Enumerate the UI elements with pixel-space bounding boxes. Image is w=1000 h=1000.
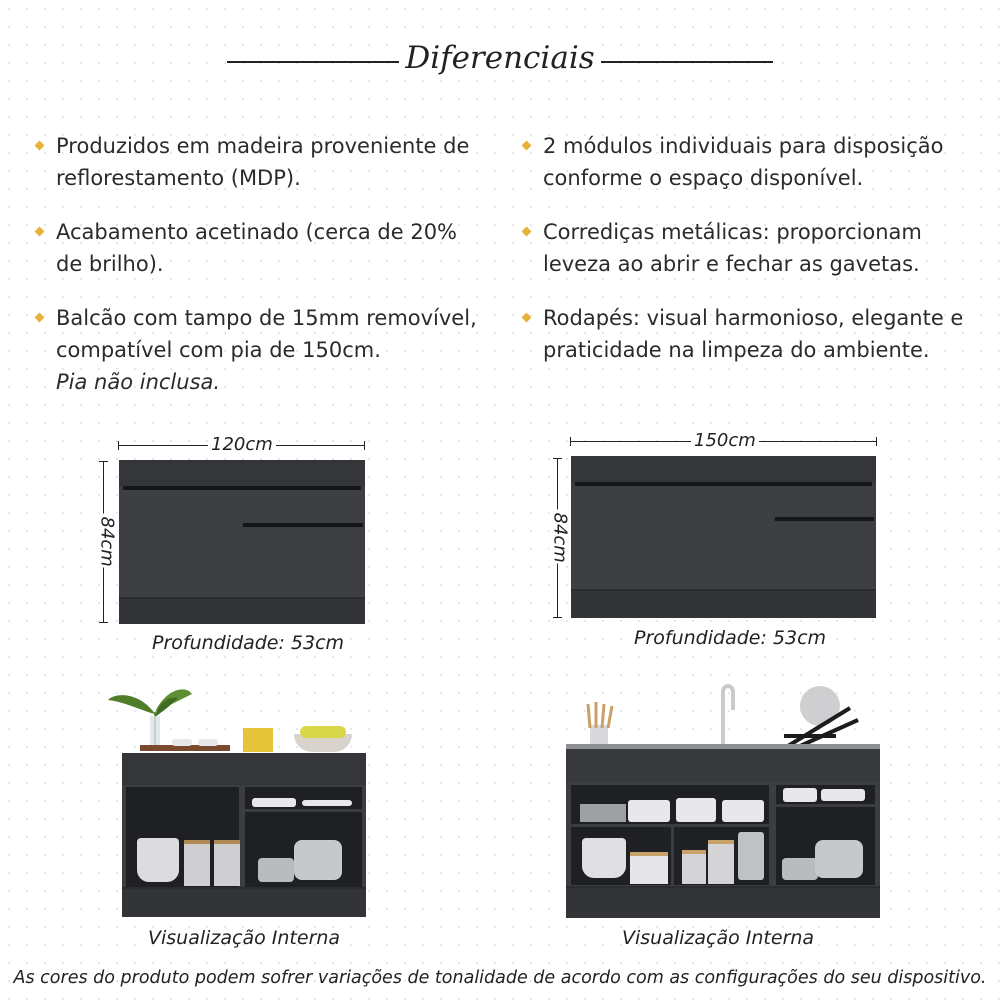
cabinet-handle xyxy=(775,517,874,521)
plinth xyxy=(566,886,880,918)
wooden-utensils-icon xyxy=(584,702,616,728)
plinth xyxy=(571,589,876,618)
feature-note: Pia não inclusa. xyxy=(56,370,221,394)
towels-icon xyxy=(252,798,296,807)
color-disclaimer: As cores do produto podem sofrer variações de tonalidade de acordo com as configurações do seu dispositivo. xyxy=(13,968,987,988)
glasses-icon xyxy=(580,804,626,822)
feature-item xyxy=(34,302,504,398)
feature-text: 2 módulos individuais para disposição xyxy=(543,134,944,158)
towels-icon xyxy=(783,788,817,802)
drawer-panel xyxy=(775,487,874,517)
cabinet-150-front xyxy=(571,456,876,618)
countertop xyxy=(566,748,880,782)
dimension-tick xyxy=(99,461,108,462)
divider xyxy=(671,827,674,885)
containers-icon xyxy=(708,840,734,884)
door-panel xyxy=(775,522,874,589)
pan-icon xyxy=(258,858,294,882)
plates-stack-icon xyxy=(722,800,764,822)
cabinet-handle xyxy=(243,523,363,527)
feature-text: Rodapés: visual harmonioso, elegante e xyxy=(543,306,964,330)
dimension-tick xyxy=(570,437,571,446)
cup-icon xyxy=(172,739,192,746)
door-panel xyxy=(673,487,773,589)
shelf xyxy=(571,824,769,827)
section-header xyxy=(0,40,1000,84)
pan-icon xyxy=(782,858,818,880)
dish-rack-icon xyxy=(780,680,864,752)
width-label: 150cm xyxy=(691,430,759,451)
feature-item xyxy=(34,216,504,280)
bowls-icon xyxy=(582,838,626,878)
depth-caption: Profundidade: 53cm xyxy=(152,632,345,654)
diamond-bullet-icon xyxy=(522,141,532,151)
cup-icon xyxy=(198,739,218,746)
feature-text: compatível com pia de 150cm. xyxy=(56,338,381,362)
countertop xyxy=(122,753,366,785)
cutlery-icon xyxy=(302,800,352,806)
countertop xyxy=(571,456,876,482)
countertop xyxy=(119,460,365,486)
cups-icon xyxy=(628,800,670,822)
cutlery-icon xyxy=(821,789,865,801)
diamond-bullet-icon xyxy=(35,141,45,151)
door-panel xyxy=(121,491,241,597)
height-label: 84cm xyxy=(97,514,118,568)
drawer-panel xyxy=(243,491,363,523)
feature-item xyxy=(521,130,991,194)
feature-text: leveza ao abrir e fechar as gavetas. xyxy=(543,252,920,276)
dimension-tick xyxy=(876,437,877,446)
feature-text: reflorestamento (MDP). xyxy=(56,166,301,190)
lemons-icon xyxy=(300,726,346,738)
feature-item xyxy=(521,216,991,280)
depth-caption: Profundidade: 53cm xyxy=(634,627,827,649)
page-title: Diferenciais xyxy=(399,40,600,76)
plinth xyxy=(122,887,366,917)
sink-top xyxy=(566,744,880,749)
cabinet-handle xyxy=(575,482,872,486)
coffee-maker-icon xyxy=(738,832,764,880)
feature-text: Acabamento acetinado (cerca de 20% xyxy=(56,220,458,244)
feature-text: de brilho). xyxy=(56,252,164,276)
diamond-bullet-icon xyxy=(35,313,45,323)
shelf xyxy=(776,804,875,807)
napkin-holder-icon xyxy=(243,728,273,752)
pot-icon xyxy=(815,840,863,878)
dimension-tick xyxy=(364,441,365,450)
containers-icon xyxy=(682,850,706,884)
interior-caption: Visualização Interna xyxy=(622,927,815,949)
interior-caption: Visualização Interna xyxy=(148,927,341,949)
pot-icon xyxy=(294,840,342,880)
containers-icon xyxy=(214,840,240,886)
dimension-tick xyxy=(553,617,562,618)
feature-item xyxy=(34,130,504,194)
plates-stack-icon xyxy=(676,798,716,822)
feature-text: Corrediças metálicas: proporcionam xyxy=(543,220,922,244)
width-label: 120cm xyxy=(208,434,276,455)
door-panel xyxy=(243,528,363,597)
cabinet-handle xyxy=(123,486,361,490)
faucet-icon xyxy=(705,680,745,750)
height-label: 84cm xyxy=(550,510,571,564)
diamond-bullet-icon xyxy=(522,227,532,237)
features-left xyxy=(34,130,504,398)
bowls-icon xyxy=(137,838,179,882)
feature-text: conforme o espaço disponível. xyxy=(543,166,864,190)
diamond-bullet-icon xyxy=(35,227,45,237)
container-icon xyxy=(630,852,668,884)
plinth xyxy=(119,597,365,624)
diamond-bullet-icon xyxy=(522,313,532,323)
dimension-tick xyxy=(553,458,562,459)
dimension-tick xyxy=(118,441,119,450)
feature-text: praticidade na limpeza do ambiente. xyxy=(543,338,930,362)
feature-text: Balcão com tampo de 15mm removível, xyxy=(56,306,477,330)
features-right xyxy=(521,130,991,366)
cabinet-120-front xyxy=(119,460,365,624)
shelf xyxy=(245,809,362,812)
dimension-tick xyxy=(99,622,108,623)
door-panel xyxy=(573,487,671,589)
feature-item xyxy=(521,302,991,366)
feature-text: Produzidos em madeira proveniente de xyxy=(56,134,470,158)
containers-icon xyxy=(184,840,210,886)
